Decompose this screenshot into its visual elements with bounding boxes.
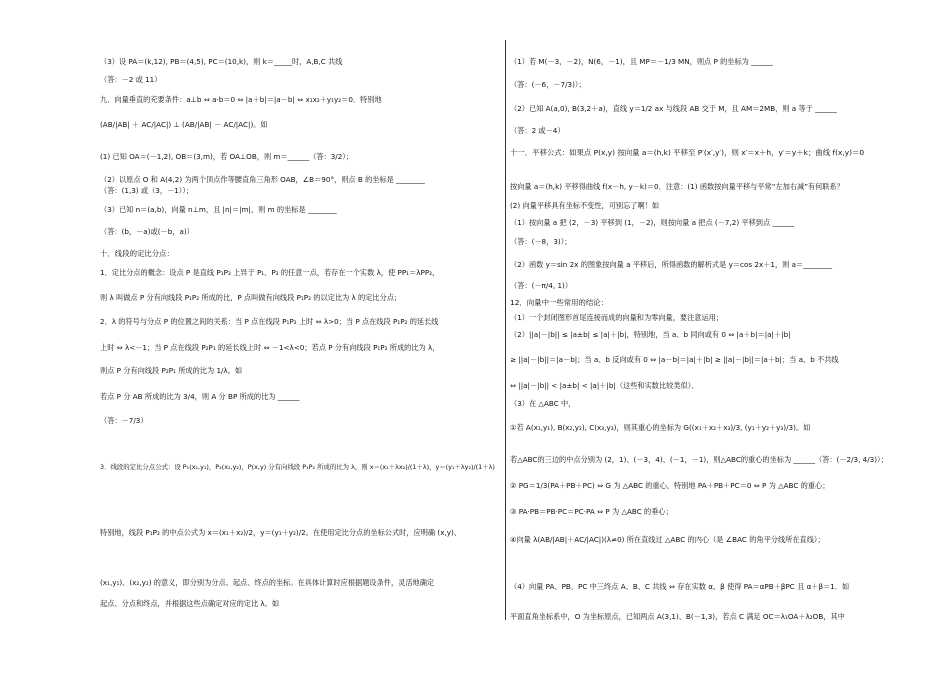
left-column — [100, 0, 500, 673]
right-column-line: （4）向量 PA、PB、PC 中三终点 A、B、C 共线 ⇔ 存在实数 α、β 使得 PA＝αPB＋βPC 且 α＋β＝1．如 — [510, 582, 850, 591]
right-column-line: （2）||a|－|b|| ≤ |a±b| ≤ |a|＋|b|，特别地，当 a、b 同向或有 0 ⇔ |a＋b|＝|a|＋|b| — [510, 330, 791, 339]
left-column-line: 则 λ 叫做点 P 分有向线段 P₁P₂ 所成的比，P 点叫做有向线段 P₁P₂ 的以定比为 λ 的定比分点； — [100, 293, 402, 302]
right-column-line: （2）已知 A(a,0), B(3,2＋a)，直线 y＝1/2 ax 与线段 AB 交于 M，且 AM＝2MB，则 a 等于 ______ — [510, 104, 837, 113]
left-column-line: 九．向量垂直的充要条件：a⊥b ⇔ a·b＝0 ⇔ |a＋b|＝|a－b| ⇔ x₁x₂＋y₁y₂＝0．特别地 — [100, 95, 382, 104]
right-column-line: （答：(－π/4, 1)） — [510, 281, 573, 290]
right-column-line: （答：2 或－4） — [510, 126, 565, 135]
right-column-line: （答：(－8，3)）； — [510, 237, 572, 246]
right-column-line: 十一．平移公式：如果点 P(x,y) 按向量 a＝(h,k) 平移至 P′(x′,y′)，则 x′＝x＋h，y′＝y＋k；曲线 f(x,y)＝0 — [510, 148, 865, 157]
left-column-line: （3）设 PA＝(k,12), PB＝(4,5), PC＝(10,k)，则 k＝_____时，A,B,C 共线 — [100, 57, 343, 66]
column-divider — [505, 40, 506, 620]
right-column-line: ⇔ ||a|－|b|| < |a±b| < |a|＋|b|（这些和实数比较类似）． — [510, 381, 699, 390]
right-column-line: 按向量 a＝(h,k) 平移得曲线 f(x－h, y－k)＝0．注意：(1) 函数按向量平移与平常“左加右减”有何联系？ — [510, 182, 844, 191]
left-column-line: 2．λ 的符号与分点 P 的位置之间的关系：当 P 点在线段 P₁P₂ 上时 ⇔ λ>0；当 P 点在线段 P₁P₂ 的延长线 — [100, 317, 439, 326]
right-column-line: ③ PA·PB＝PB·PC＝PC·PA ⇔ P 为 △ABC 的垂心； — [510, 507, 673, 516]
right-column-line: 平面直角坐标系中，O 为坐标原点，已知两点 A(3,1)、B(－1,3)，若点 C 满足 OC＝λ₁OA＋λ₂OB，其中 — [510, 612, 845, 621]
right-column-line: 12．向量中一些常用的结论： — [510, 298, 609, 307]
right-column-line: （2）函数 y＝sin 2x 的图象按向量 a 平移后，所得函数的解析式是 y＝cos 2x＋1，则 a＝________ — [510, 260, 832, 269]
left-column-line: （答：－2 或 11） — [100, 75, 162, 84]
left-column-line: 十．线段的定比分点： — [100, 249, 174, 258]
right-column-line: ≥ ||a|－|b||＝|a－b|；当 a、b 反向或有 0 ⇔ |a－b|＝|a|＋|b| ≥ ||a|－|b||＝|a＋b|；当 a、b 不共线 — [510, 355, 839, 364]
left-column-line: (x₁,y₁)、(x₂,y₂) 的意义，即分别为分点、起点、终点的坐标。在具体计算时应根据题设条件，灵活地确定 — [100, 578, 435, 587]
right-column-line: ④向量 λ(AB/|AB|＋AC/|AC|)(λ≠0) 所在直线过 △ABC 的内心（是 ∠BAC 的角平分线所在直线）； — [510, 535, 825, 544]
left-column-line: 3．线段的定比分点公式：设 P₁(x₁,y₁)，P₂(x₂,y₂)，P(x,y) 分有向线段 P₁P₂ 所成的比为 λ，则 x＝(x₁＋λx₂)/(1＋λ)，y＝(y₁＋λy₂)/(1＋λ) — [100, 463, 495, 471]
right-column — [510, 0, 915, 673]
right-column-line: （答：(－6，－7/3)）； — [510, 80, 586, 89]
left-column-line: 特别地，线段 P₁P₂ 的中点公式为 x＝(x₁＋x₂)/2，y＝(y₁＋y₂)/2。在使用定比分点的坐标公式时，应明确 (x,y)、 — [100, 528, 461, 537]
right-column-line: ①若 A(x₁,y₁), B(x₂,y₂), C(x₃,y₃)，则其重心的坐标为 G((x₁＋x₂＋x₃)/3, (y₁＋y₂＋y₃)/3)。如 — [510, 423, 811, 432]
right-column-line: （1）一个封闭图形首尾连接而成的向量和为零向量，要注意运用； — [510, 313, 724, 322]
right-column-line: ② PG＝1/3(PA＋PB＋PC) ⇔ G 为 △ABC 的重心，特别地 PA＋PB＋PC＝0 ⇔ P 为 △ABC 的重心； — [510, 481, 830, 490]
left-column-line: 1．定比分点的概念：设点 P 是直线 P₁P₂ 上异于 P₁、P₂ 的任意一点，若存在一个实数 λ，使 PP₁＝λPP₂， — [100, 268, 440, 277]
right-column-line: （1）若 M(－3，－2)，N(6，－1)，且 MP＝－1/3 MN，则点 P 的坐标为 ______ — [510, 57, 773, 66]
right-column-line: 若△ABC的三边的中点分别为 (2，1)、(－3，4)、(－1，－1)，则△ABC的重心的坐标为 ______（答：(－2/3, 4/3)）； — [510, 455, 888, 464]
left-column-line: (1) 已知 OA＝(－1,2), OB＝(3,m)，若 OA⊥OB，则 m＝______（答：3/2）； — [100, 152, 354, 161]
left-column-line: 上时 ⇔ λ<－1；当 P 点在线段 P₂P₁ 的延长线上时 ⇔ －1<λ<0；若点 P 分有向线段 P₁P₂ 所成的比为 λ， — [100, 343, 440, 352]
left-column-line: 起点、分点和终点，并根据这些点确定对应的定比 λ。如 — [100, 599, 280, 608]
left-column-line: （答：－7/3） — [100, 416, 148, 425]
left-column-line: （3）已知 n＝(a,b)，向量 n⊥m，且 |n|＝|m|，则 m 的坐标是 ________ — [100, 205, 337, 214]
left-column-line: (AB/|AB| ＋ AC/|AC|) ⊥ (AB/|AB| － AC/|AC|)。如 — [100, 120, 268, 129]
left-column-line: 则点 P 分有向线段 P₂P₁ 所成的比为 1/λ。如 — [100, 366, 243, 375]
left-column-line: （答：(b，－a)或(－b，a)） — [100, 227, 194, 236]
right-column-line: （3）在 △ABC 中， — [510, 399, 576, 408]
left-column-line: （答：(1,3) 或（3，－1））； — [100, 186, 194, 195]
left-column-line: 若点 P 分 AB 所成的比为 3/4，则 A 分 BP 所成的比为 ______ — [100, 392, 300, 401]
left-column-line: （2）以原点 O 和 A(4,2) 为两个顶点作等腰直角三角形 OAB，∠B＝90°，则点 B 的坐标是 ________ — [100, 175, 425, 184]
right-column-line: （1）按向量 a 把 (2，－3) 平移到 (1，－2)，则按向量 a 把点 (－7,2) 平移到点 ______ — [510, 218, 795, 227]
right-column-line: (2) 向量平移具有坐标不变性，可别忘了啊！如 — [510, 201, 660, 210]
